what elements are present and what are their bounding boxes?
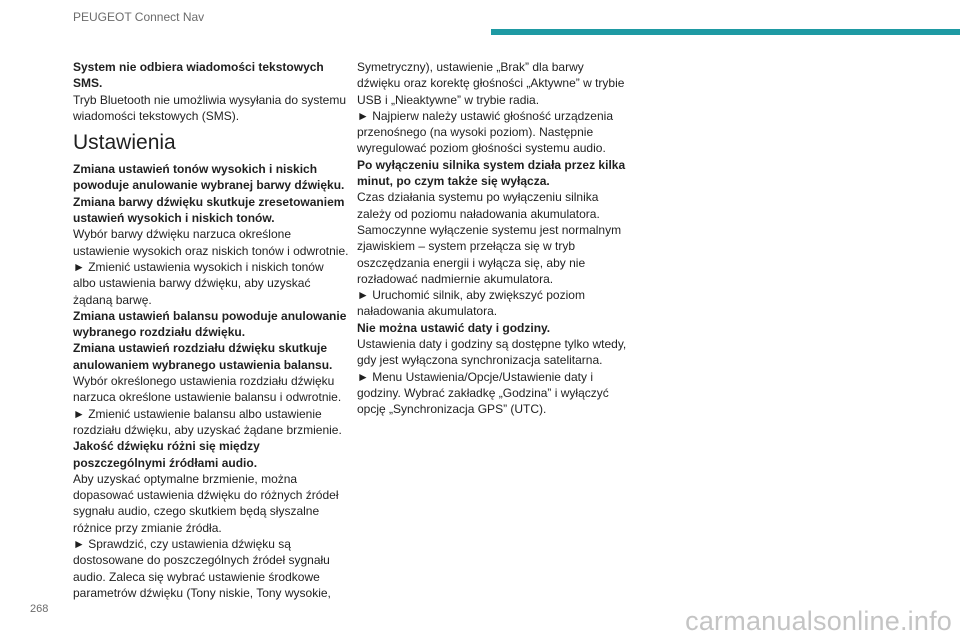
running-header-title: PEUGEOT Connect Nav (73, 10, 205, 24)
answer-text: Tryb Bluetooth nie umożliwia wysyłania do systemu wiadomości tekstowych (SMS). (73, 92, 347, 123)
question-heading: Zmiana ustawień rozdziału dźwięku skutkuje anulowaniem wybranego ustawienia balansu. (73, 341, 333, 372)
instruction-text: ► Najpierw należy ustawić głośność urządzenia przenośnego (na wysoki poziom). Następnie wyregulować poziom głośności systemu audio. (357, 108, 613, 156)
question-heading: System nie odbiera wiadomości tekstowych SMS. (73, 60, 324, 91)
question-heading: Jakość dźwięku różni się między poszczególnymi źródłami audio. (73, 439, 260, 470)
watermark: carmanualsonline.info (685, 606, 952, 636)
question-heading: Po wyłączeniu silnika system działa przez kilka minut, po czym także się wyłącza. (357, 157, 626, 189)
instruction-text: ► Sprawdzić, czy ustawienia dźwięku są dostosowane do poszczególnych źródeł sygnału audio. Zaleca się wybrać ustawienie środkowe parametrów dźwięku (Tony niskie, Tony wysokie, (73, 537, 331, 600)
answer-text: Czas działania systemu po wyłączeniu silnika zależy od poziomu naładowania akumulatora. (357, 190, 600, 221)
instruction-text: ► Menu Ustawienia/Opcje/Ustawienie daty i godziny. Wybrać zakładkę „Godzina” i wyłączyć opcję „Synchronizacja GPS” (UTC). (357, 369, 609, 417)
question-heading: Zmiana barwy dźwięku skutkuje zresetowaniem ustawień wysokich i niskich tonów. (73, 194, 345, 226)
instruction-text: ► Uruchomić silnik, aby zwiększyć poziom naładowania akumulatora. (357, 288, 585, 319)
question-heading: Zmiana ustawień balansu powoduje anulowanie wybranego rozdziału dźwięku. (73, 308, 347, 340)
instruction-text: ► Zmienić ustawienia wysokich i niskich tonów albo ustawienia barwy dźwięku, aby uzyskać żądaną barwę. (73, 259, 324, 307)
section-heading: Ustawienia (73, 131, 176, 155)
header-accent-bar (491, 29, 960, 35)
answer-text: Ustawienia daty i godziny są dostępne tylko wtedy, gdy jest wyłączona synchronizacja satelitarna. (357, 337, 627, 368)
question-heading: Zmiana ustawień tonów wysokich i niskich powoduje anulowanie wybranej barwy dźwięku. (73, 162, 345, 193)
answer-text: Samoczynne wyłączenie systemu jest normalnym zjawiskiem – system przełącza się w tryb oszczędzania energii i wyłącza się, aby nie rozładować nadmiernie akumulatora. (357, 222, 622, 286)
page-number: 268 (30, 603, 49, 615)
answer-text: Wybór barwy dźwięku narzuca określone ustawienie wysokich oraz niskich tonów i odwrotnie. (73, 227, 349, 258)
answer-text: Aby uzyskać optymalne brzmienie, można dopasować ustawienia dźwięku do różnych źródeł sygnału audio, czego skutkiem będą słyszalne różnice przy zmianie źródła. (73, 471, 339, 535)
right-column (357, 59, 629, 418)
question-heading: Nie można ustawić daty i godziny. (357, 320, 551, 335)
left-column (73, 59, 349, 601)
answer-text: Wybór określonego ustawienia rozdziału dźwięku narzuca określone ustawienie balansu i odwrotnie. (73, 374, 342, 405)
instruction-text: ► Zmienić ustawienie balansu albo ustawienie rozdziału dźwięku, aby uzyskać żądane brzmienie. (73, 406, 342, 437)
answer-text: Symetryczny), ustawienie „Brak” dla barwy dźwięku oraz korektę głośności „Aktywne” w trybie USB i „Nieaktywne” w trybie radia. (357, 60, 625, 107)
